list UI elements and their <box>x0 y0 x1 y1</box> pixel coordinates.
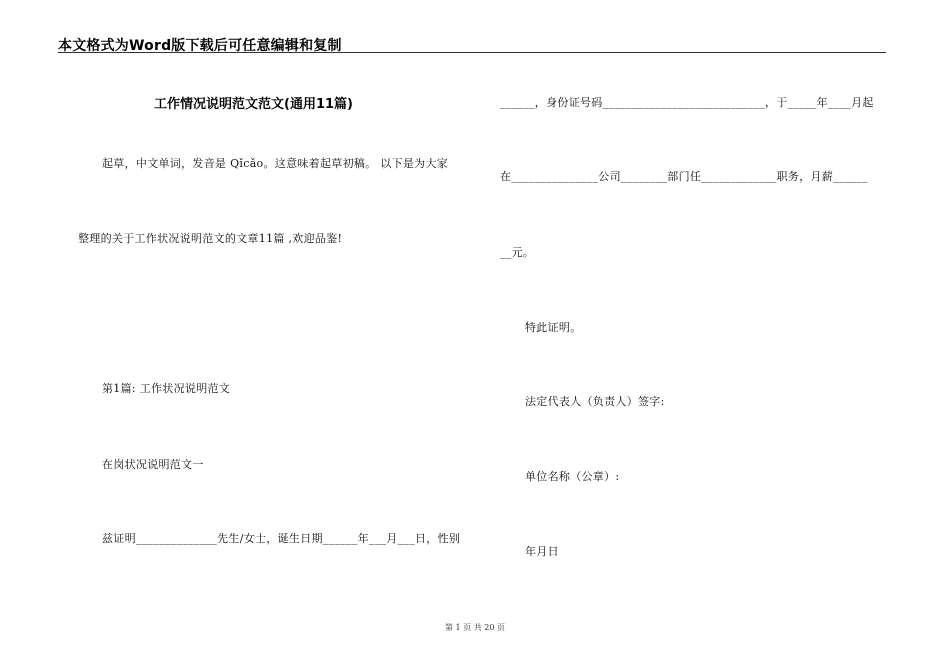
sub-heading: 在岗状况说明范文一 <box>102 458 204 471</box>
right-paragraph-line-1: ______，身份证号码____________________________，于_____年____月起 <box>500 96 874 109</box>
date-label: 年月日 <box>525 545 559 558</box>
document-title: 工作情况说明范文范文(通用11篇) <box>154 97 353 112</box>
header-divider <box>58 52 886 53</box>
certification-statement: 特此证明。 <box>525 321 582 334</box>
left-paragraph-line-1: 起草，中文单词，发音是 Qǐcǎo。这意味着起草初稿。 以下是为大家 <box>102 157 449 170</box>
section-heading-1: 第1篇: 工作状况说明范文 <box>102 382 231 395</box>
document-header-banner: 本文格式为Word版下载后可任意编辑和复制 <box>58 38 342 54</box>
right-paragraph-line-3: __元。 <box>500 246 535 259</box>
company-name-seal-label: 单位名称（公章）: <box>525 470 620 483</box>
left-paragraph-line-2: 整理的关于工作状况说明范文的文章11篇 ,欢迎品鉴! <box>78 232 343 245</box>
left-paragraph-line-3: 兹证明______________先生/女士，诞生日期______年___月___日，性别 <box>102 532 461 545</box>
right-paragraph-line-2: 在_______________公司________部门任_____________职务，月薪______ <box>500 170 868 183</box>
page-number-indicator: 第 1 页 共 20 页 <box>445 623 505 632</box>
representative-signature-label: 法定代表人（负责人）签字: <box>525 395 665 408</box>
